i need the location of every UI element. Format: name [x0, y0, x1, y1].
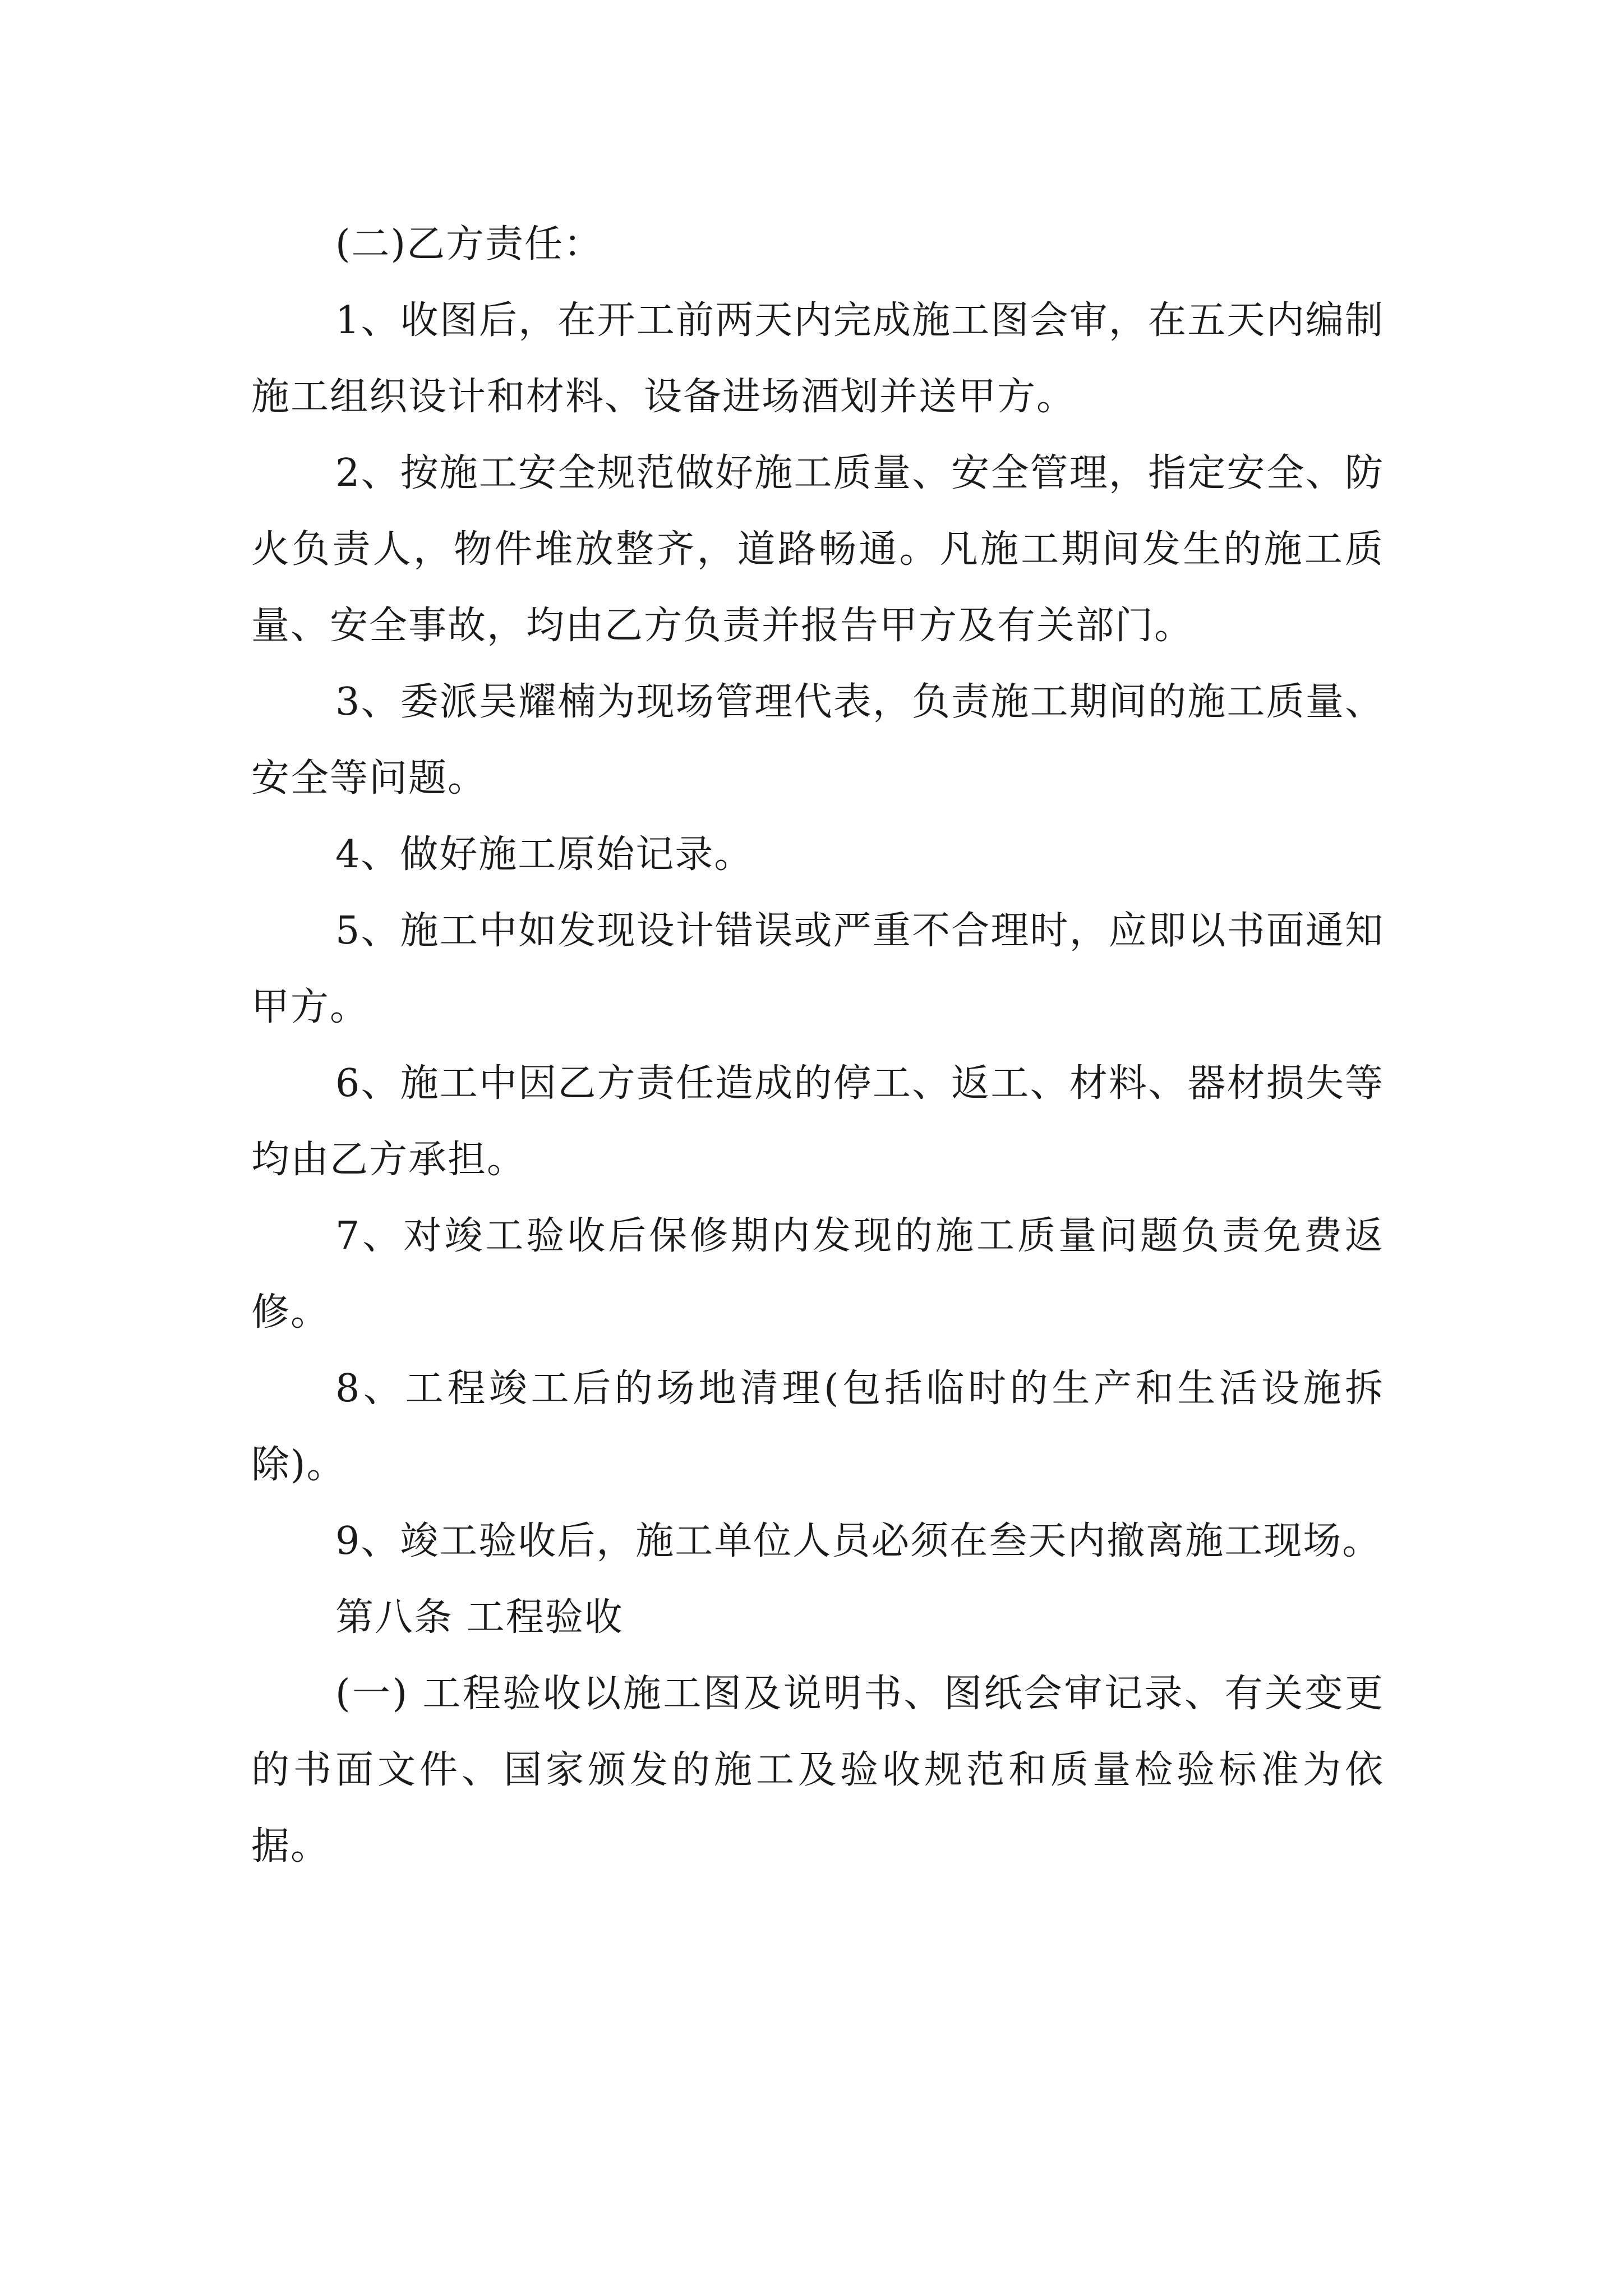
clause-6: 6、施工中因乙方责任造成的停工、返工、材料、器材损失等均由乙方承担。	[251, 1061, 1384, 1182]
section-heading-party-b: (二)乙方责任：	[335, 222, 603, 266]
clause-8: 8、工程竣工后的场地清理(包括临时的生产和生活设施拆除)。	[251, 1366, 1384, 1487]
article-heading: 第八条 工程验收	[335, 1595, 624, 1640]
clause-4: 4、做好施工原始记录。	[335, 832, 754, 877]
clause-7: 7、对竣工验收后保修期内发现的施工质量问题负责免费返修。	[251, 1214, 1384, 1335]
document-body	[251, 206, 1384, 1885]
clause-2: 2、按施工安全规范做好施工质量、安全管理，指定安全、防火负责人，物件堆放整齐，道路畅通。凡施工期间发生的施工质量、安全事故，均由乙方负责并报告甲方及有关部门。	[251, 451, 1384, 648]
acceptance-clause-1: (一) 工程验收以施工图及说明书、图纸会审记录、有关变更的书面文件、国家颁发的施工及验收规范和质量检验标准为依据。	[251, 1672, 1384, 1869]
clause-5: 5、施工中如发现设计错误或严重不合理时，应即以书面通知甲方。	[251, 909, 1384, 1029]
clause-9: 9、竣工验收后，施工单位人员必须在叁天内撤离施工现场。	[335, 1519, 1382, 1563]
clause-1: 1、收图后，在开工前两天内完成施工图会审，在五天内编制施工组织设计和材料、设备进场酒划并送甲方。	[251, 298, 1384, 419]
clause-3: 3、委派吴耀楠为现场管理代表，负责施工期间的施工质量、安全等问题。	[251, 680, 1384, 800]
